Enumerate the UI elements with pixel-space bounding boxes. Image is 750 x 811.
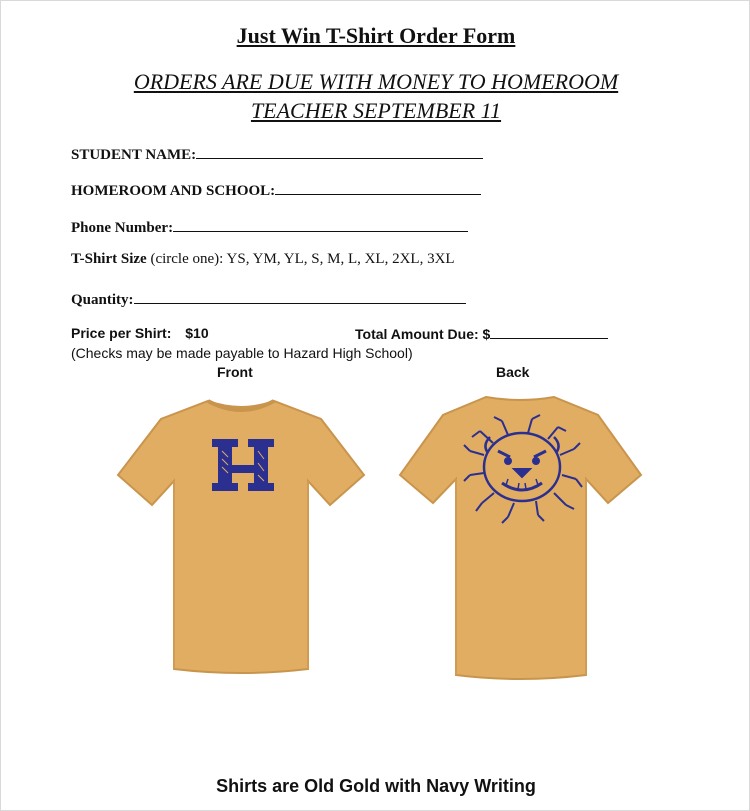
price-value: $10 [185, 325, 209, 341]
phone-number-line[interactable] [173, 217, 468, 232]
homeroom-school-label: HOMEROOM AND SCHOOL: [71, 183, 276, 199]
homeroom-school-field[interactable] [71, 180, 481, 200]
checks-note: (Checks may be made payable to Hazard High School) [71, 345, 413, 361]
homeroom-school-line[interactable] [275, 180, 481, 195]
tshirt-size-row [71, 251, 455, 268]
student-name-line[interactable] [196, 144, 483, 159]
tshirt-size-label: T-Shirt Size [71, 251, 147, 267]
phone-number-field[interactable] [71, 217, 468, 237]
phone-number-label: Phone Number: [71, 220, 174, 236]
quantity-field[interactable] [71, 289, 466, 309]
student-name-field[interactable] [71, 144, 483, 164]
student-name-label: STUDENT NAME: [71, 147, 197, 163]
total-amount-due[interactable] [355, 325, 608, 342]
back-tshirt-image [398, 393, 643, 683]
front-label: Front [217, 364, 253, 380]
form-title: Just Win T-Shirt Order Form [236, 23, 516, 48]
due-notice-line1: ORDERS ARE DUE WITH MONEY TO HOMEROOM [133, 69, 619, 94]
total-label: Total Amount Due: $ [355, 326, 491, 342]
quantity-line[interactable] [134, 289, 466, 304]
price-per-shirt [71, 325, 209, 341]
price-label: Price per Shirt: [71, 325, 172, 341]
quantity-label: Quantity: [71, 292, 134, 308]
total-amount-line[interactable] [490, 325, 608, 339]
due-notice-line2: TEACHER SEPTEMBER 11 [250, 98, 502, 123]
tshirt-size-options[interactable]: YS, YM, YL, S, M, L, XL, 2XL, 3XL [226, 251, 455, 267]
back-label: Back [496, 364, 530, 380]
shirt-color-footer: Shirts are Old Gold with Navy Writing [216, 776, 536, 796]
front-tshirt-image [116, 397, 366, 677]
tshirt-size-hint: (circle one): [150, 251, 224, 267]
